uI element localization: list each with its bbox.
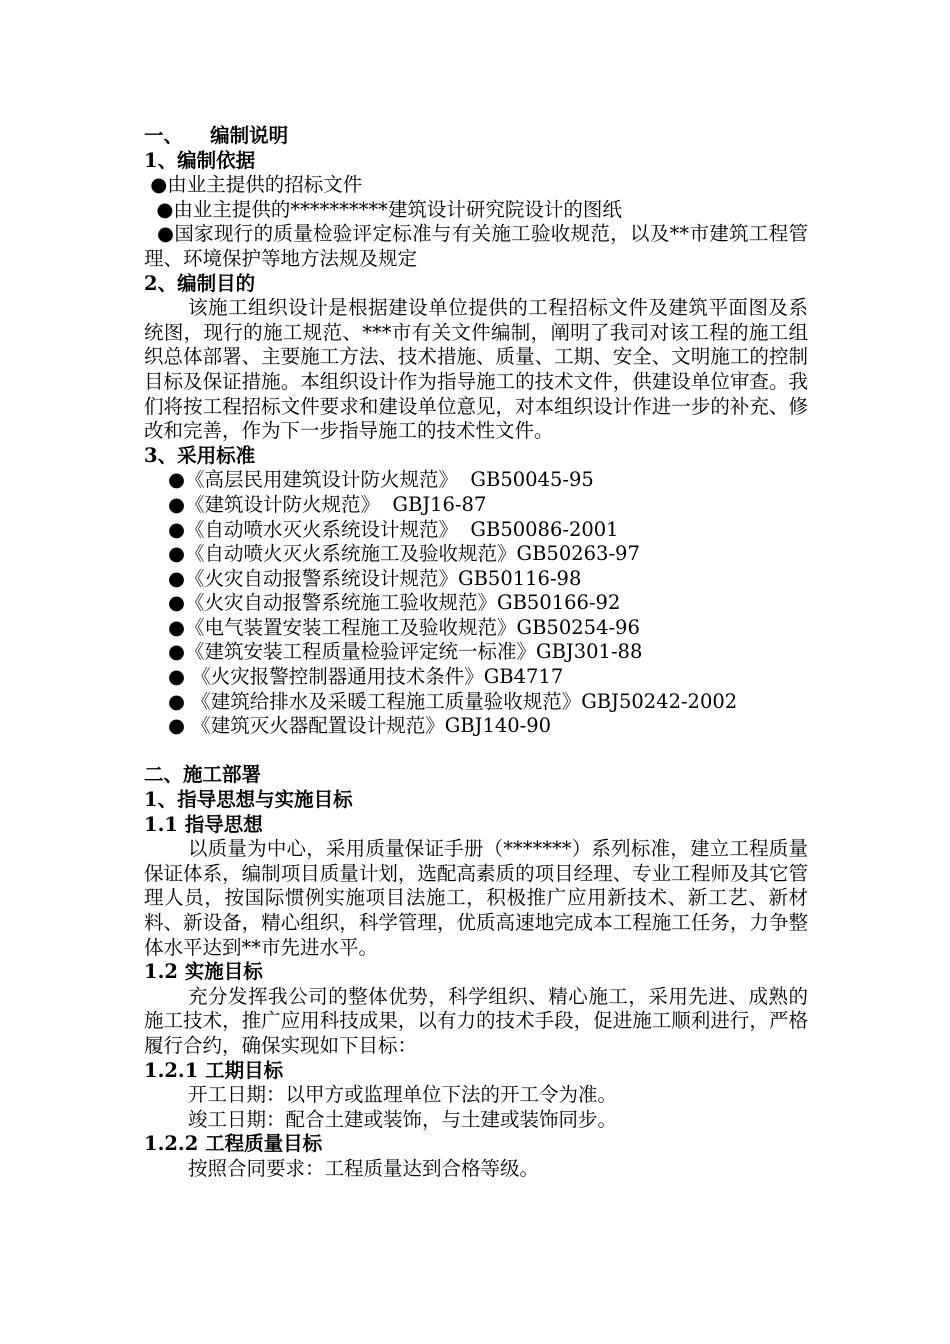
- targets-paragraph: 充分发挥我公司的整体优势，科学组织、精心施工，采用先进、成熟的施工技术，推广应用科技成果，以有力的技术手段，促进施工顺利进行，严格履行合约，确保实现如下目标：: [144, 984, 808, 1057]
- basis-item: ●国家现行的质量检验评定标准与有关施工验收规范，以及**市建筑工程管理、环境保护等地方法规及规定: [144, 222, 809, 270]
- standard-item: ●《建筑设计防火规范》 GBJ16-87: [168, 492, 487, 516]
- targets-heading: 1.2 实施目标: [144, 960, 263, 984]
- standard-item: ●《电气装置安装工程施工及验收规范》GB50254-96: [168, 615, 640, 639]
- section-1-title: 一、 编制说明: [144, 124, 289, 147]
- standard-item: ● 《建筑灭火器配置设计规范》GBJ140-90: [168, 714, 552, 738]
- standards-heading: 3、采用标准: [144, 443, 256, 467]
- section-2-title: 二、施工部署: [144, 763, 262, 787]
- quality-heading: 1.2.2 工程质量目标: [144, 1132, 323, 1156]
- basis-item: ●由业主提供的招标文件: [144, 173, 363, 197]
- basis-heading: 1、编制依据: [144, 148, 256, 172]
- standard-item: ●《建筑安装工程质量检验评定统一标准》GBJ301-88: [168, 640, 643, 664]
- guiding-heading: 1.1 指导思想: [144, 812, 263, 836]
- standard-item: ● 《建筑给排水及采暖工程施工质量验收规范》GBJ50242-2002: [168, 689, 738, 713]
- purpose-paragraph: 该施工组织设计是根据建设单位提供的工程招标文件及建筑平面图及系统图，现行的施工规范、***市有关文件编制，阐明了我司对该工程的施工组织总体部署、主要施工方法、技术措施、质量、工期、安全、文明施工的控制目标及保证措施。本组织设计作为指导施工的技术文件，供建设单位审查。我们将按工程招标文件要求和建设单位意见，对本组织设计作进一步的补充、修改和完善，作为下一步指导施工的技术性文件。: [144, 296, 808, 443]
- start-date-line: 开工日期：以甲方或监理单位下法的开工令为准。: [188, 1083, 618, 1107]
- standard-item: ●《火灾自动报警系统施工验收规范》GB50166-92: [168, 591, 621, 615]
- standard-item: ●《自动喷火灭火系统施工及验收规范》GB50263-97: [168, 542, 640, 566]
- schedule-heading: 1.2.1 工期目标: [144, 1058, 284, 1082]
- guiding-paragraph: 以质量为中心，采用质量保证手册（*******）系列标准，建立工程质量保证体系，编制项目质量计划，选配高素质的项目经理、专业工程师及其它管理人员，按国际惯例实施项目法施工，积极推广应用新技术、新工艺、新材料、新设备，精心组织，科学管理，优质高速地完成本工程施工任务，力争整体水平达到**市先进水平。: [144, 837, 808, 959]
- basis-item: ●由业主提供的**********建筑设计研究院设计的图纸: [144, 197, 622, 221]
- blank-line: [144, 739, 808, 764]
- quality-line: 按照合同要求：工程质量达到合格等级。: [188, 1156, 540, 1180]
- standard-item: ●《自动喷水灭火系统设计规范》 GB50086-2001: [168, 517, 619, 541]
- standard-item: ●《火灾自动报警系统设计规范》GB50116-98: [168, 566, 582, 590]
- standard-item: ●《高层民用建筑设计防火规范》 GB50045-95: [168, 468, 594, 492]
- section-2-sub-1: 1、指导思想与实施目标: [144, 788, 353, 812]
- finish-date-line: 竣工日期：配合土建或装饰，与土建或装饰同步。: [188, 1107, 618, 1131]
- purpose-heading: 2、编制目的: [144, 271, 256, 295]
- standard-item: ● 《火灾报警控制器通用技术条件》GB4717: [168, 665, 564, 689]
- document-body: [144, 124, 808, 1182]
